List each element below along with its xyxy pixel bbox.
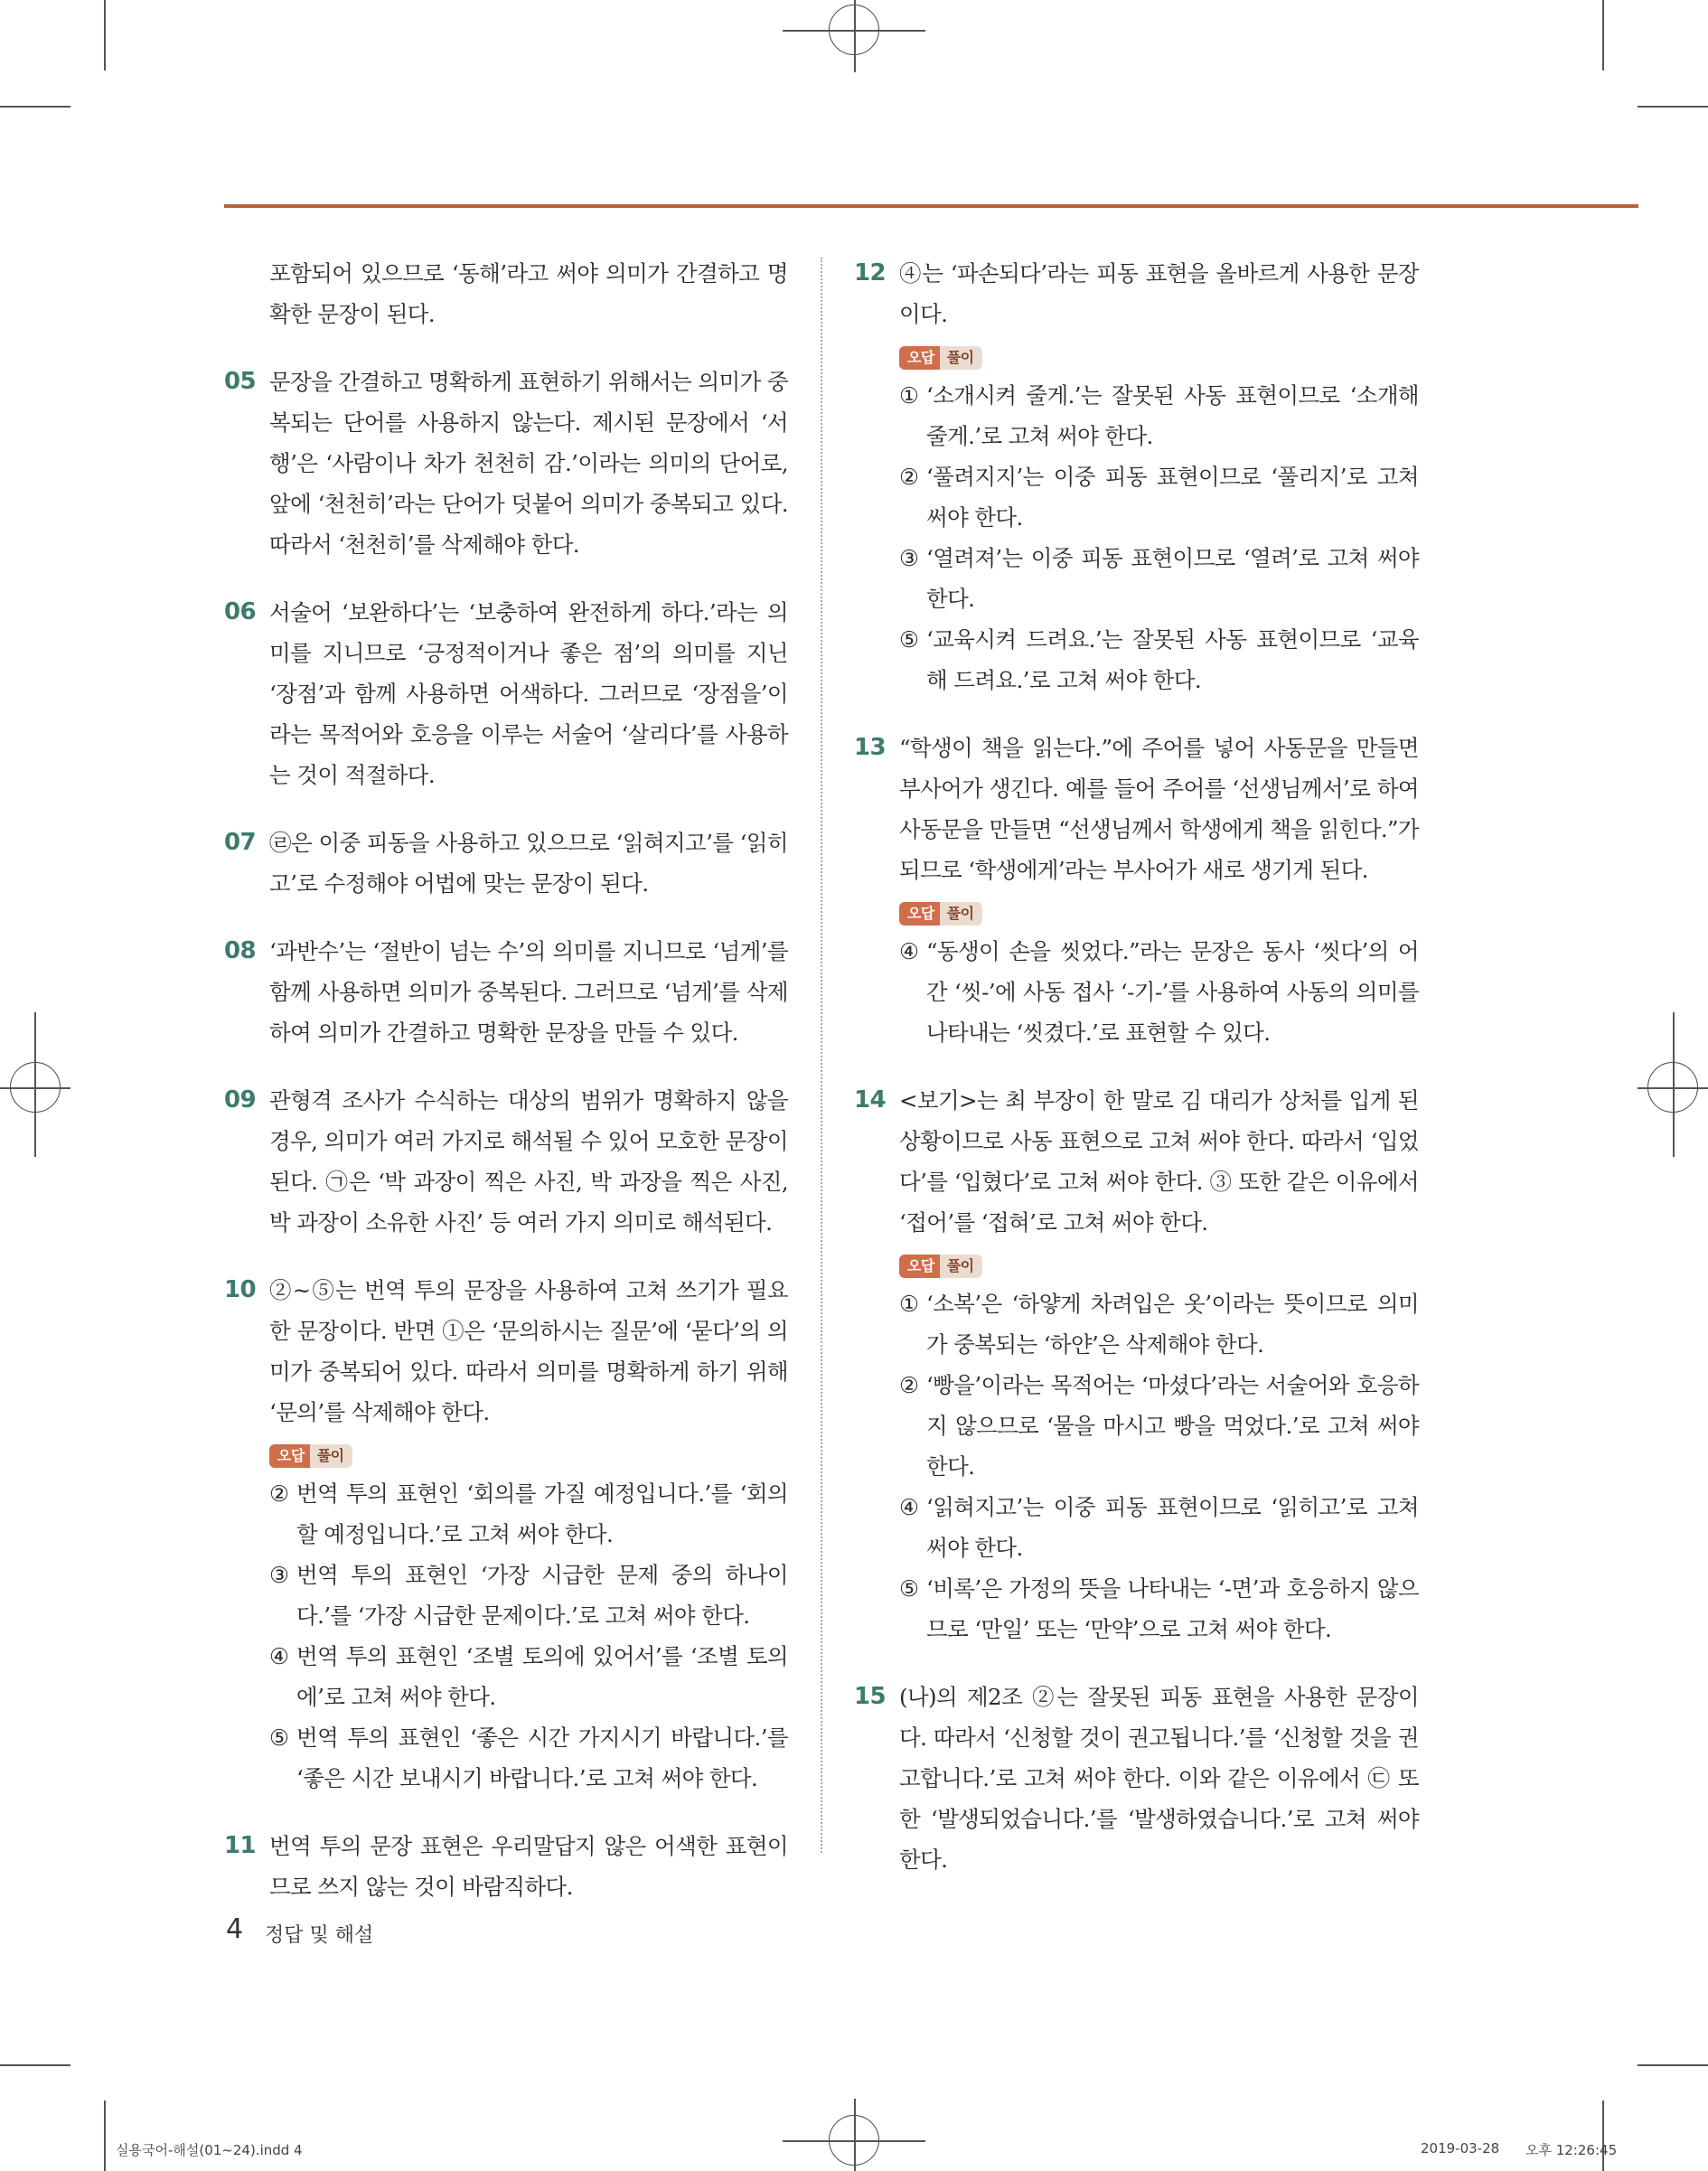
item-number: 10 (224, 1276, 256, 1303)
answer-item-13 (854, 728, 1419, 1053)
explanation-line: ⑤ ‘교육시켜 드려요.’는 잘못된 사동 표현이므로 ‘교육해 드려요.’로 고쳐 써야 한다. (899, 619, 1419, 700)
registration-line (0, 1087, 70, 1089)
registration-line (783, 2140, 925, 2142)
choice-marker: ① (899, 1291, 919, 1317)
answer-item-14 (854, 1080, 1419, 1649)
item-text: “학생이 책을 읽는다.”에 주어를 넣어 사동문을 만들면 부사어가 생긴다. 예를 들어 주어를 ‘선생님께서’로 하여 사동문을 만들면 “선생님께서 학생에게 책을 읽힌다.”가 되므로 ‘학생에게’라는 부사어가 새로 생기게 된다. (899, 735, 1419, 883)
explanation-line: ⑤ ‘비록’은 가정의 뜻을 나타내는 ‘-면’과 호응하지 않으므로 ‘만일’ 또는 ‘만약’으로 고쳐 써야 한다. (899, 1568, 1419, 1649)
answer-item-06 (224, 592, 788, 795)
print-file-name: 실용국어-해설(01~24).indd 4 (116, 2142, 303, 2158)
item-text: 번역 투의 문장 표현은 우리말답지 않은 어색한 표현이므로 쓰지 않는 것이 바람직하다. (269, 1833, 788, 1900)
item-number: 09 (224, 1086, 256, 1114)
item-text: 문장을 간결하고 명확하게 표현하기 위해서는 의미가 중복되는 단어를 사용하지 않는다. 제시된 문장에서 ‘서행’은 ‘사람이나 차가 천천히 감.’이라는 의미의 단어로, 앞에 ‘천천히’라는 단어가 덧붙어 의미가 중복되고 있다. 따라서 ‘천천히’를 삭제해야 한다. (269, 369, 788, 558)
explanation-line: ① ‘소복’은 ‘하얗게 차려입은 옷’이라는 뜻이므로 의미가 중복되는 ‘하얀’은 삭제해야 한다. (899, 1283, 1419, 1365)
item-number: 08 (224, 937, 256, 964)
wrong-answer-badge: 오답 풀이 (899, 902, 982, 926)
explanation-line: ① ‘소개시켜 줄게.’는 잘못된 사동 표현이므로 ‘소개해 줄게.’로 고쳐 써야 한다. (899, 375, 1419, 456)
item-number: 15 (854, 1683, 886, 1710)
answer-item-09 (224, 1080, 788, 1243)
registration-line (854, 2099, 856, 2171)
answer-item-15 (854, 1677, 1419, 1880)
answer-item-11 (224, 1826, 788, 1907)
choice-marker: ⑤ (899, 626, 919, 653)
item-number: 05 (224, 368, 256, 395)
continuation-text: 포함되어 있으므로 ‘동해’라고 써야 의미가 간결하고 명확한 문장이 된다. (269, 260, 788, 327)
registration-line (1673, 1012, 1675, 1157)
crop-mark (1638, 2064, 1708, 2066)
answer-item-07 (224, 822, 788, 904)
item-number: 14 (854, 1086, 886, 1114)
right-column (854, 253, 1419, 1907)
choice-marker: ③ (899, 545, 919, 571)
registration-line (783, 30, 925, 32)
item-text: ‘과반수’는 ‘절반이 넘는 수’의 의미를 지니므로 ‘넘게’를 함께 사용하면 의미가 중복된다. 그러므로 ‘넘게’를 삭제하여 의미가 간결하고 명확한 문장을 만들 수 있다. (269, 938, 788, 1046)
item-text: ④는 ‘파손되다’라는 피동 표현을 올바르게 사용한 문장이다. (899, 260, 1419, 327)
choice-marker: ② (899, 464, 919, 490)
registration-line (854, 0, 856, 72)
explanation-line: ⑤ 번역 투의 표현인 ‘좋은 시간 가지시기 바랍니다.’를 ‘좋은 시간 보내시기 바랍니다.’로 고쳐 써야 한다. (269, 1717, 788, 1799)
registration-line (1638, 1087, 1708, 1089)
choice-marker: ⑤ (899, 1575, 919, 1602)
wrong-answer-badge: 오답 풀이 (269, 1444, 352, 1468)
header-rule (224, 204, 1638, 208)
crop-mark (1602, 0, 1604, 70)
item-text: (나)의 제2조 ②는 잘못된 피동 표현을 사용한 문장이다. 따라서 ‘신청할 것이 권고됩니다.’를 ‘신청할 것을 권고합니다.’로 고쳐 써야 한다. 이와 같은 이유에서 ㉢ 또한 ‘발생되었습니다.’를 ‘발생하였습니다.’로 고쳐 써야 한다. (899, 1684, 1419, 1873)
explanation-line: ③ 번역 투의 표현인 ‘가장 시급한 문제 중의 하나이다.’를 ‘가장 시급한 문제이다.’로 고쳐 써야 한다. (269, 1555, 788, 1636)
explanation-line: ④ ‘읽혀지고’는 이중 피동 표현이므로 ‘읽히고’로 고쳐 써야 한다. (899, 1487, 1419, 1568)
explanation-line: ② ‘풀려지지’는 이중 피동 표현이므로 ‘풀리지’로 고쳐 써야 한다. (899, 456, 1419, 538)
choice-marker: ④ (899, 1494, 919, 1520)
item-text: 서술어 ‘보완하다’는 ‘보충하여 완전하게 하다.’라는 의미를 지니므로 ‘긍정적이거나 좋은 점’의 의미를 지닌 ‘장점’과 함께 사용하면 어색하다. 그러므로 ‘장점을’이라는 목적어와 호응을 이루는 서술어 ‘살리다’를 사용하는 것이 적절하다. (269, 599, 788, 788)
item-text: ②~⑤는 번역 투의 문장을 사용하여 고쳐 쓰기가 필요한 문장이다. 반면 ①은 ‘문의하시는 질문’에 ‘묻다’의 의미가 중복되어 있다. 따라서 의미를 명확하게 하기 위해 ‘문의’를 삭제해야 한다. (269, 1277, 788, 1425)
answer-item-08 (224, 931, 788, 1053)
explanation-line: ② ‘빵을’이라는 목적어는 ‘마셨다’라는 서술어와 호응하지 않으므로 ‘물을 마시고 빵을 먹었다.’로 고쳐 써야 한다. (899, 1365, 1419, 1487)
left-column (224, 253, 788, 1934)
item-number: 06 (224, 598, 256, 625)
crop-mark (104, 0, 106, 70)
choice-marker: ③ (269, 1562, 289, 1588)
item-number: 11 (224, 1832, 256, 1859)
registration-line (34, 1012, 36, 1157)
item-number: 13 (854, 734, 886, 761)
crop-mark (1638, 106, 1708, 108)
crop-mark (0, 106, 70, 108)
explanation-line: ④ 번역 투의 표현인 ‘조별 토의에 있어서’를 ‘조별 토의에’로 고쳐 써야 한다. (269, 1636, 788, 1717)
answer-item-05 (224, 362, 788, 565)
answer-item-10 (224, 1270, 788, 1799)
explanation-line: ② 번역 투의 표현인 ‘회의를 가질 예정입니다.’를 ‘회의할 예정입니다.’로 고쳐 써야 한다. (269, 1473, 788, 1555)
explanation-line: ④ “동생이 손을 씻었다.”라는 문장은 동사 ‘씻다’의 어간 ‘씻-’에 사동 접사 ‘-기-’를 사용하여 사동의 의미를 나타내는 ‘씻겼다.’로 표현할 수 있다. (899, 931, 1419, 1053)
wrong-answer-badge: 오답 풀이 (899, 1255, 982, 1278)
crop-mark (104, 2101, 106, 2171)
item-text: 관형격 조사가 수식하는 대상의 범위가 명확하지 않을 경우, 의미가 여러 가지로 해석될 수 있어 모호한 문장이 된다. ㉠은 ‘박 과장이 찍은 사진, 박 과장을 찍은 사진, 박 과장이 소유한 사진’ 등 여러 가지 의미로 해석된다. (269, 1087, 788, 1236)
footer-label: 정답 및 해설 (265, 1924, 374, 1947)
explanation-line: ③ ‘열려져’는 이중 피동 표현이므로 ‘열려’로 고쳐 써야 한다. (899, 538, 1419, 619)
print-date: 2019-03-28 (1421, 2140, 1500, 2157)
choice-marker: ② (899, 1372, 919, 1398)
item-text: ㉣은 이중 피동을 사용하고 있으므로 ‘읽혀지고’를 ‘읽히고’로 수정해야 어법에 맞는 문장이 된다. (269, 830, 788, 897)
item-number: 07 (224, 829, 256, 856)
choice-marker: ② (269, 1480, 289, 1507)
crop-mark (0, 2064, 70, 2066)
choice-marker: ④ (899, 938, 919, 964)
choice-marker: ④ (269, 1643, 289, 1669)
print-time: 오후 12:26:45 (1525, 2142, 1618, 2158)
page-number: 4 (226, 1913, 244, 1945)
choice-marker: ⑤ (269, 1725, 289, 1751)
answer-item-12 (854, 253, 1419, 700)
item-number: 12 (854, 259, 886, 287)
wrong-answer-badge: 오답 풀이 (899, 346, 982, 370)
item-text: <보기>는 최 부장이 한 말로 김 대리가 상처를 입게 된 상황이므로 사동 표현으로 고쳐 써야 한다. 따라서 ‘입었다’를 ‘입혔다’로 고쳐 써야 한다. ③ 또한 같은 이유에서 ‘접어’를 ‘접혀’로 고쳐 써야 한다. (899, 1087, 1419, 1236)
choice-marker: ① (899, 382, 919, 409)
crop-mark (1602, 2101, 1604, 2171)
column-divider (821, 258, 822, 1853)
